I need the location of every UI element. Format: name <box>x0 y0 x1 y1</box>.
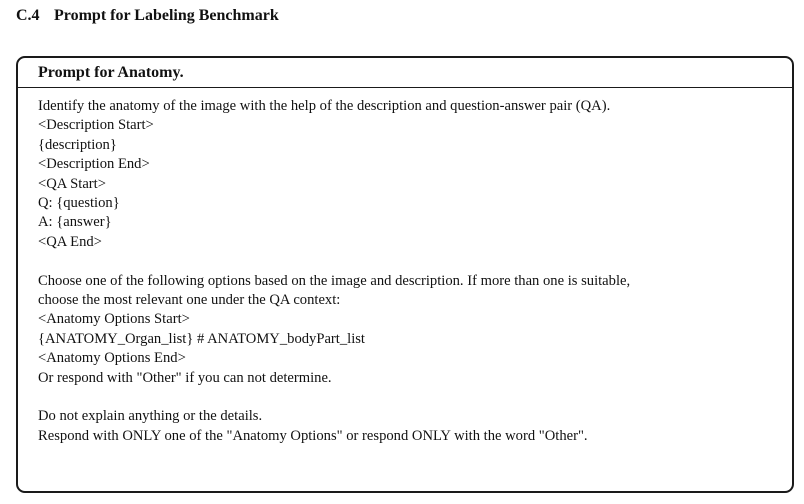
prompt-line: {description} <box>38 136 117 153</box>
prompt-box-body <box>18 88 792 446</box>
paragraph-gap <box>38 388 774 407</box>
section-number: C.4 <box>16 7 40 24</box>
prompt-line: Do not explain anything or the details. <box>38 408 263 425</box>
prompt-box-title: Prompt for Anatomy. <box>18 58 792 88</box>
section-title: Prompt for Labeling Benchmark <box>54 7 279 24</box>
prompt-line: <Anatomy Options End> <box>38 350 186 367</box>
paragraph-gap <box>38 252 774 271</box>
prompt-line: Choose one of the following options based on the image and description. If more than one is suitable, <box>38 272 631 289</box>
prompt-line: <Description End> <box>38 156 150 173</box>
options-block <box>38 272 774 388</box>
prompt-line: Respond with ONLY one of the "Anatomy Options" or respond ONLY with the word "Other". <box>38 427 588 444</box>
prompt-line: <Description Start> <box>38 117 154 134</box>
prompt-line: A: {answer} <box>38 214 112 231</box>
prompt-box <box>16 56 794 493</box>
section-heading <box>16 6 279 26</box>
prompt-line: <QA Start> <box>38 175 106 192</box>
prompt-line: <Anatomy Options Start> <box>38 311 190 328</box>
prompt-line: Identify the anatomy of the image with the help of the description and question-answer pair (QA). <box>38 98 611 114</box>
prompt-line: <QA End> <box>38 233 102 250</box>
instruction-block <box>38 97 774 252</box>
prompt-line: choose the most relevant one under the QA context: <box>38 292 341 309</box>
response-rules-block <box>38 407 774 446</box>
prompt-line: Or respond with "Other" if you can not determine. <box>38 369 332 386</box>
prompt-line: Q: {question} <box>38 195 120 212</box>
prompt-line: {ANATOMY_Organ_list} # ANATOMY_bodyPart_list <box>38 330 365 347</box>
